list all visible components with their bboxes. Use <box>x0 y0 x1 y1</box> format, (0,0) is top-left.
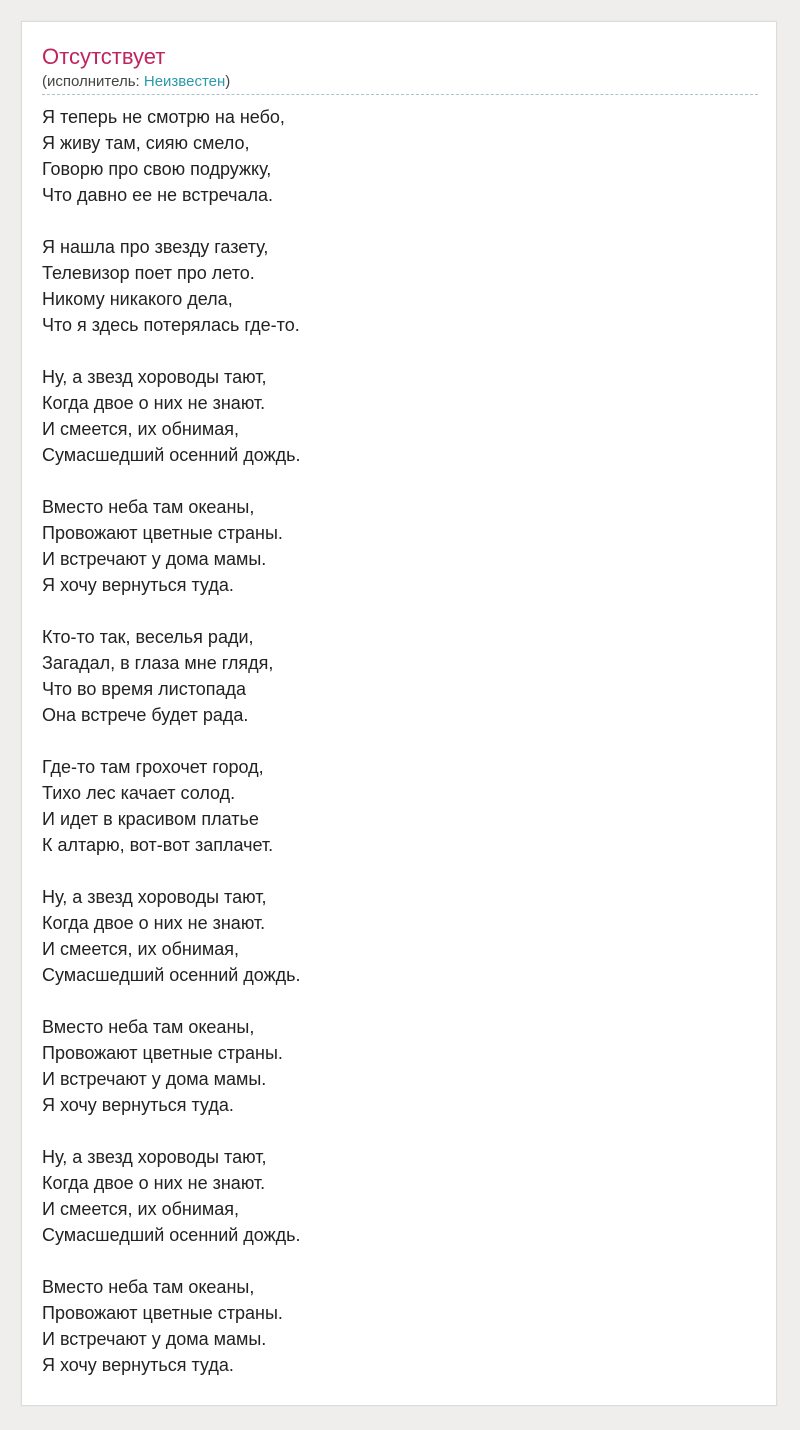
lyric-line: Вместо неба там океаны, <box>42 497 255 517</box>
lyric-line: Когда двое о них не знают. <box>42 913 266 933</box>
lyric-line: Что давно ее не встречала. <box>42 185 273 205</box>
lyric-line: Она встрече будет рада. <box>42 705 249 725</box>
lyric-line: И встречают у дома мамы. <box>42 1329 267 1349</box>
lyric-line: Говорю про свою подружку, <box>42 159 272 179</box>
lyric-line: Никому никакого дела, <box>42 289 233 309</box>
lyric-line: Провожают цветные страны. <box>42 523 283 543</box>
song-title: Отсутствует <box>42 44 166 69</box>
lyric-line: Тихо лес качает солод. <box>42 783 236 803</box>
lyric-line: Ну, а звезд хороводы тают, <box>42 1147 267 1167</box>
lyrics-stanza <box>42 104 758 208</box>
lyric-line: Загадал, в глаза мне глядя, <box>42 653 274 673</box>
lyric-line: Я хочу вернуться туда. <box>42 1095 234 1115</box>
lyric-line: И встречают у дома мамы. <box>42 1069 267 1089</box>
lyric-line: Я теперь не смотрю на небо, <box>42 107 285 127</box>
lyric-line: Я живу там, сияю смело, <box>42 133 250 153</box>
lyrics-stanza <box>42 884 758 988</box>
lyric-line: Сумасшедший осенний дождь. <box>42 445 301 465</box>
lyric-line: Вместо неба там океаны, <box>42 1277 255 1297</box>
lyrics-stanza <box>42 494 758 598</box>
lyrics-stanza <box>42 234 758 338</box>
lyric-line: Вместо неба там океаны, <box>42 1017 255 1037</box>
lyrics-stanza <box>42 624 758 728</box>
lyric-line: Где-то там грохочет город, <box>42 757 264 777</box>
lyric-line: И смеется, их обнимая, <box>42 939 240 959</box>
lyrics-stanza <box>42 1274 758 1378</box>
lyric-line: Я нашла про звезду газету, <box>42 237 269 257</box>
lyric-line: Когда двое о них не знают. <box>42 393 266 413</box>
artist-link[interactable]: Неизвестен <box>143 73 226 90</box>
lyrics-stanza <box>42 754 758 858</box>
lyric-line: Что я здесь потерялась где-то. <box>42 315 300 335</box>
lyrics-stanza <box>42 364 758 468</box>
artist-suffix: ) <box>225 73 231 90</box>
lyrics-stanza <box>42 1014 758 1118</box>
lyric-line: Кто-то так, веселья ради, <box>42 627 254 647</box>
lyrics-body <box>42 104 758 1404</box>
lyric-line: Сумасшедший осенний дождь. <box>42 965 301 985</box>
lyric-line: Ну, а звезд хороводы тают, <box>42 367 267 387</box>
song-header <box>42 44 758 95</box>
lyric-line: Телевизор поет про лето. <box>42 263 255 283</box>
artist-line <box>42 72 758 95</box>
lyric-line: И встречают у дома мамы. <box>42 549 267 569</box>
lyric-line: Когда двое о них не знают. <box>42 1173 266 1193</box>
lyric-line: И идет в красивом платье <box>42 809 259 829</box>
lyric-line: Ну, а звезд хороводы тают, <box>42 887 267 907</box>
lyric-line: Провожают цветные страны. <box>42 1043 283 1063</box>
lyric-line: Сумасшедший осенний дождь. <box>42 1225 301 1245</box>
lyric-line: Что во время листопада <box>42 679 247 699</box>
artist-prefix: (исполнитель: <box>42 73 144 90</box>
lyric-line: И смеется, их обнимая, <box>42 1199 240 1219</box>
lyric-line: Провожают цветные страны. <box>42 1303 283 1323</box>
lyrics-card <box>21 21 777 1406</box>
lyric-line: И смеется, их обнимая, <box>42 419 240 439</box>
lyric-line: Я хочу вернуться туда. <box>42 1355 234 1375</box>
lyric-line: Я хочу вернуться туда. <box>42 575 234 595</box>
lyrics-stanza <box>42 1144 758 1248</box>
lyric-line: К алтарю, вот-вот заплачет. <box>42 835 274 855</box>
